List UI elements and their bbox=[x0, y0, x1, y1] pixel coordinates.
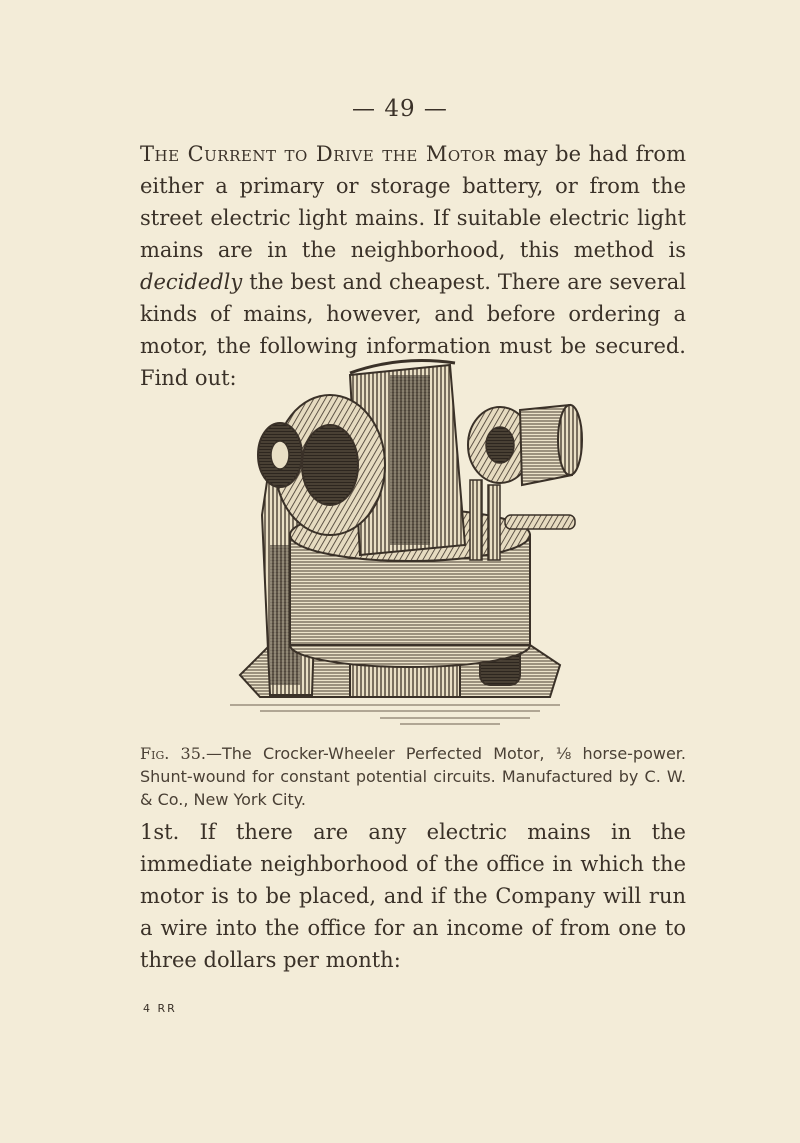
signature-mark: 4 RR bbox=[143, 1002, 177, 1015]
page-number: — 49 — bbox=[352, 96, 448, 122]
intro-lead: The Current to Drive the Motor bbox=[140, 142, 496, 166]
figure-caption-text: —The Crocker-Wheeler Perfected Motor, ⅛ horse-power. Shunt-wound for constant potential circuits. Manufactured by C. W. & Co., New York City. bbox=[140, 744, 687, 809]
intro-text-1: may be had from either a primary or storage battery, or from the street electric light mains. If suitable electric light mains are in the neighborhood, this method is bbox=[140, 142, 686, 262]
figure-caption bbox=[140, 742, 686, 811]
motor-engraving-icon bbox=[200, 345, 600, 730]
figure-caption-label: Fig. 35. bbox=[140, 744, 206, 763]
motor-figure bbox=[200, 345, 600, 730]
intro-italic: decidedly bbox=[140, 270, 243, 294]
body-paragraph: 1st. If there are any electric mains in the immediate neighborhood of the office in which the motor is to be placed, and if the Company will run a wire into the office for an income of from one to three dollars per month: bbox=[140, 820, 686, 972]
intro-text-2: the best and cheapest. There are several kinds of mains, however, and before ordering a motor, the following information must be secured. Find out: bbox=[140, 270, 686, 390]
